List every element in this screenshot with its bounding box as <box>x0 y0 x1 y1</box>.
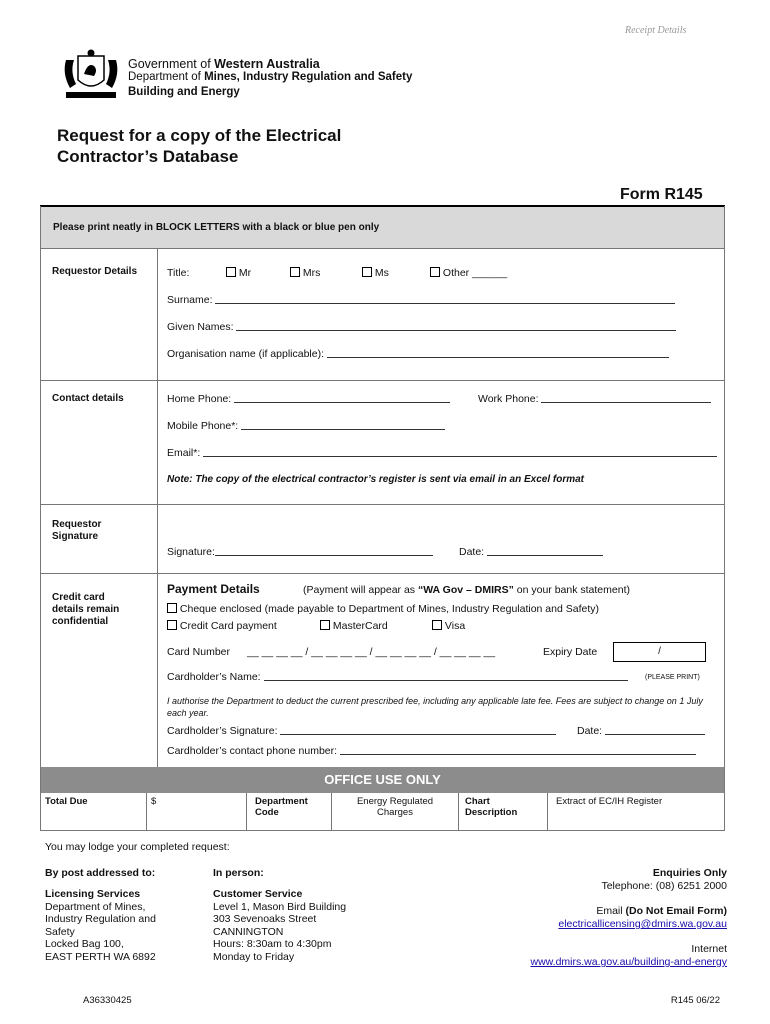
checkbox-visa[interactable] <box>432 620 442 630</box>
post-address: Licensing Services Department of Mines, Industry Regulation and Safety Locked Bag 100, EAST PERTH WA 6892 <box>45 888 156 963</box>
title-mrs-option[interactable]: Mrs <box>290 267 320 279</box>
given-names-row: Given Names: <box>167 321 676 333</box>
total-due-label: Total Due <box>45 796 88 807</box>
payment-label: Credit card details remain confidential <box>52 592 120 627</box>
document-id: A36330425 <box>83 995 132 1006</box>
gov-name: Government of Western Australia <box>128 57 320 71</box>
divider <box>41 380 724 381</box>
surname-field[interactable] <box>215 294 675 304</box>
post-heading: By post addressed to: <box>45 867 156 879</box>
authorise-text: I authorise the Department to deduct the current prescribed fee, including any applicable late fee. Fees are subject to change on 1 July each year. <box>167 696 703 718</box>
division-name: Building and Energy <box>128 86 240 98</box>
email-note: Note: The copy of the electrical contractor’s register is sent via email in an Excel format <box>167 474 584 485</box>
cardholder-phone-row: Cardholder’s contact phone number: <box>167 745 696 757</box>
website-link[interactable]: www.dmirs.wa.gov.au/building-and-energy <box>530 956 727 968</box>
signature-date-row: Date: <box>459 546 603 558</box>
title-ms-option[interactable]: Ms <box>362 267 389 279</box>
page-title: Request for a copy of the Electrical Contractor’s Database <box>57 126 342 166</box>
checkbox-credit-card[interactable] <box>167 620 177 630</box>
card-number-field[interactable]: __ __ __ __ / __ __ __ __ / __ __ __ __ / __ __ __ __ <box>247 646 496 658</box>
energy-charges-label: Energy Regulated Charges <box>331 793 458 831</box>
checkbox-mr[interactable] <box>226 267 236 277</box>
requestor-label: Requestor Details <box>52 266 138 277</box>
extract-register-label: Extract of EC/IH Register <box>547 793 724 831</box>
dept-code-label: Department Code <box>246 793 331 831</box>
given-names-field[interactable] <box>236 321 676 331</box>
expiry-label: Expiry Date <box>543 646 598 658</box>
checkbox-mastercard[interactable] <box>320 620 330 630</box>
contact-label: Contact details <box>52 393 124 404</box>
email-link[interactable]: electricallicensing@dmirs.wa.gov.au <box>558 918 727 930</box>
person-heading: In person: <box>213 867 264 879</box>
title-other-option[interactable]: Other ______ <box>430 267 507 279</box>
email-row: Email*: <box>167 447 717 459</box>
organisation-field[interactable] <box>327 348 669 358</box>
currency-cell: $ <box>146 793 246 831</box>
dept-name: Department of Mines, Industry Regulation and Safety <box>128 71 413 83</box>
please-print-note: (PLEASE PRINT) <box>645 674 700 681</box>
work-phone-field[interactable] <box>541 393 711 403</box>
title-mr-option[interactable]: Mr <box>226 267 251 279</box>
receipt-details: Receipt Details <box>625 25 687 36</box>
visa-option[interactable]: Visa <box>432 620 465 632</box>
cardholder-date-row: Date: <box>577 725 705 737</box>
form-version: R145 06/22 <box>670 995 720 1006</box>
payment-heading: Payment Details <box>167 582 260 596</box>
organisation-row: Organisation name (if applicable): <box>167 348 669 360</box>
form-number: Form R145 <box>620 186 703 203</box>
divider <box>41 573 724 574</box>
enquiries-block: Enquiries Only Telephone: (08) 6251 2000 Email (Do Not Email Form) electricallicensing@dmirs.wa.gov.au Internet www.dmirs.wa.gov.au/building-and-energy <box>530 867 727 968</box>
home-phone-field[interactable] <box>234 393 450 403</box>
signature-row: Signature: <box>167 546 433 558</box>
cardholder-signature-row: Cardholder’s Signature: <box>167 725 556 737</box>
cardholder-name-row: Cardholder’s Name: <box>167 671 628 683</box>
divider <box>157 249 158 767</box>
credit-card-option[interactable]: Credit Card payment <box>167 620 277 632</box>
instructions-bar <box>41 207 724 249</box>
work-phone-row: Work Phone: <box>478 393 711 405</box>
checkbox-other[interactable] <box>430 267 440 277</box>
cardholder-date-field[interactable] <box>605 725 705 735</box>
signature-date-field[interactable] <box>487 546 603 556</box>
checkbox-mrs[interactable] <box>290 267 300 277</box>
chart-description-label: Chart Description <box>458 793 547 831</box>
cheque-option[interactable]: Cheque enclosed (made payable to Department of Mines, Industry Regulation and Safety) <box>167 603 599 615</box>
office-use-row <box>41 793 724 831</box>
checkbox-cheque[interactable] <box>167 603 177 613</box>
home-phone-row: Home Phone: <box>167 393 450 405</box>
lodge-text: You may lodge your completed request: <box>45 841 230 853</box>
cardholder-phone-field[interactable] <box>340 745 696 755</box>
email-field[interactable] <box>203 447 717 457</box>
cardholder-name-field[interactable] <box>264 671 628 681</box>
divider <box>41 504 724 505</box>
signature-label: Requestor Signature <box>52 519 102 542</box>
expiry-field[interactable]: / <box>613 642 706 662</box>
mobile-phone-row: Mobile Phone*: <box>167 420 445 432</box>
signature-field[interactable] <box>215 546 433 556</box>
card-number-label: Card Number <box>167 646 231 658</box>
wa-crest-icon <box>60 48 122 102</box>
mastercard-option[interactable]: MasterCard <box>320 620 388 632</box>
payment-appear-note: (Payment will appear as “WA Gov – DMIRS” on your bank statement) <box>303 584 630 596</box>
instructions-text: Please print neatly in BLOCK LETTERS with a black or blue pen only <box>53 222 380 233</box>
person-address: Customer Service Level 1, Mason Bird Building 303 Sevenoaks Street CANNINGTON Hours: 8:30am to 4:30pm Monday to Friday <box>213 888 347 963</box>
mobile-phone-field[interactable] <box>241 420 445 430</box>
office-use-heading: OFFICE USE ONLY <box>41 767 724 793</box>
checkbox-ms[interactable] <box>362 267 372 277</box>
title-label: Title: <box>167 267 190 279</box>
cardholder-signature-field[interactable] <box>280 725 556 735</box>
surname-row: Surname: <box>167 294 675 306</box>
